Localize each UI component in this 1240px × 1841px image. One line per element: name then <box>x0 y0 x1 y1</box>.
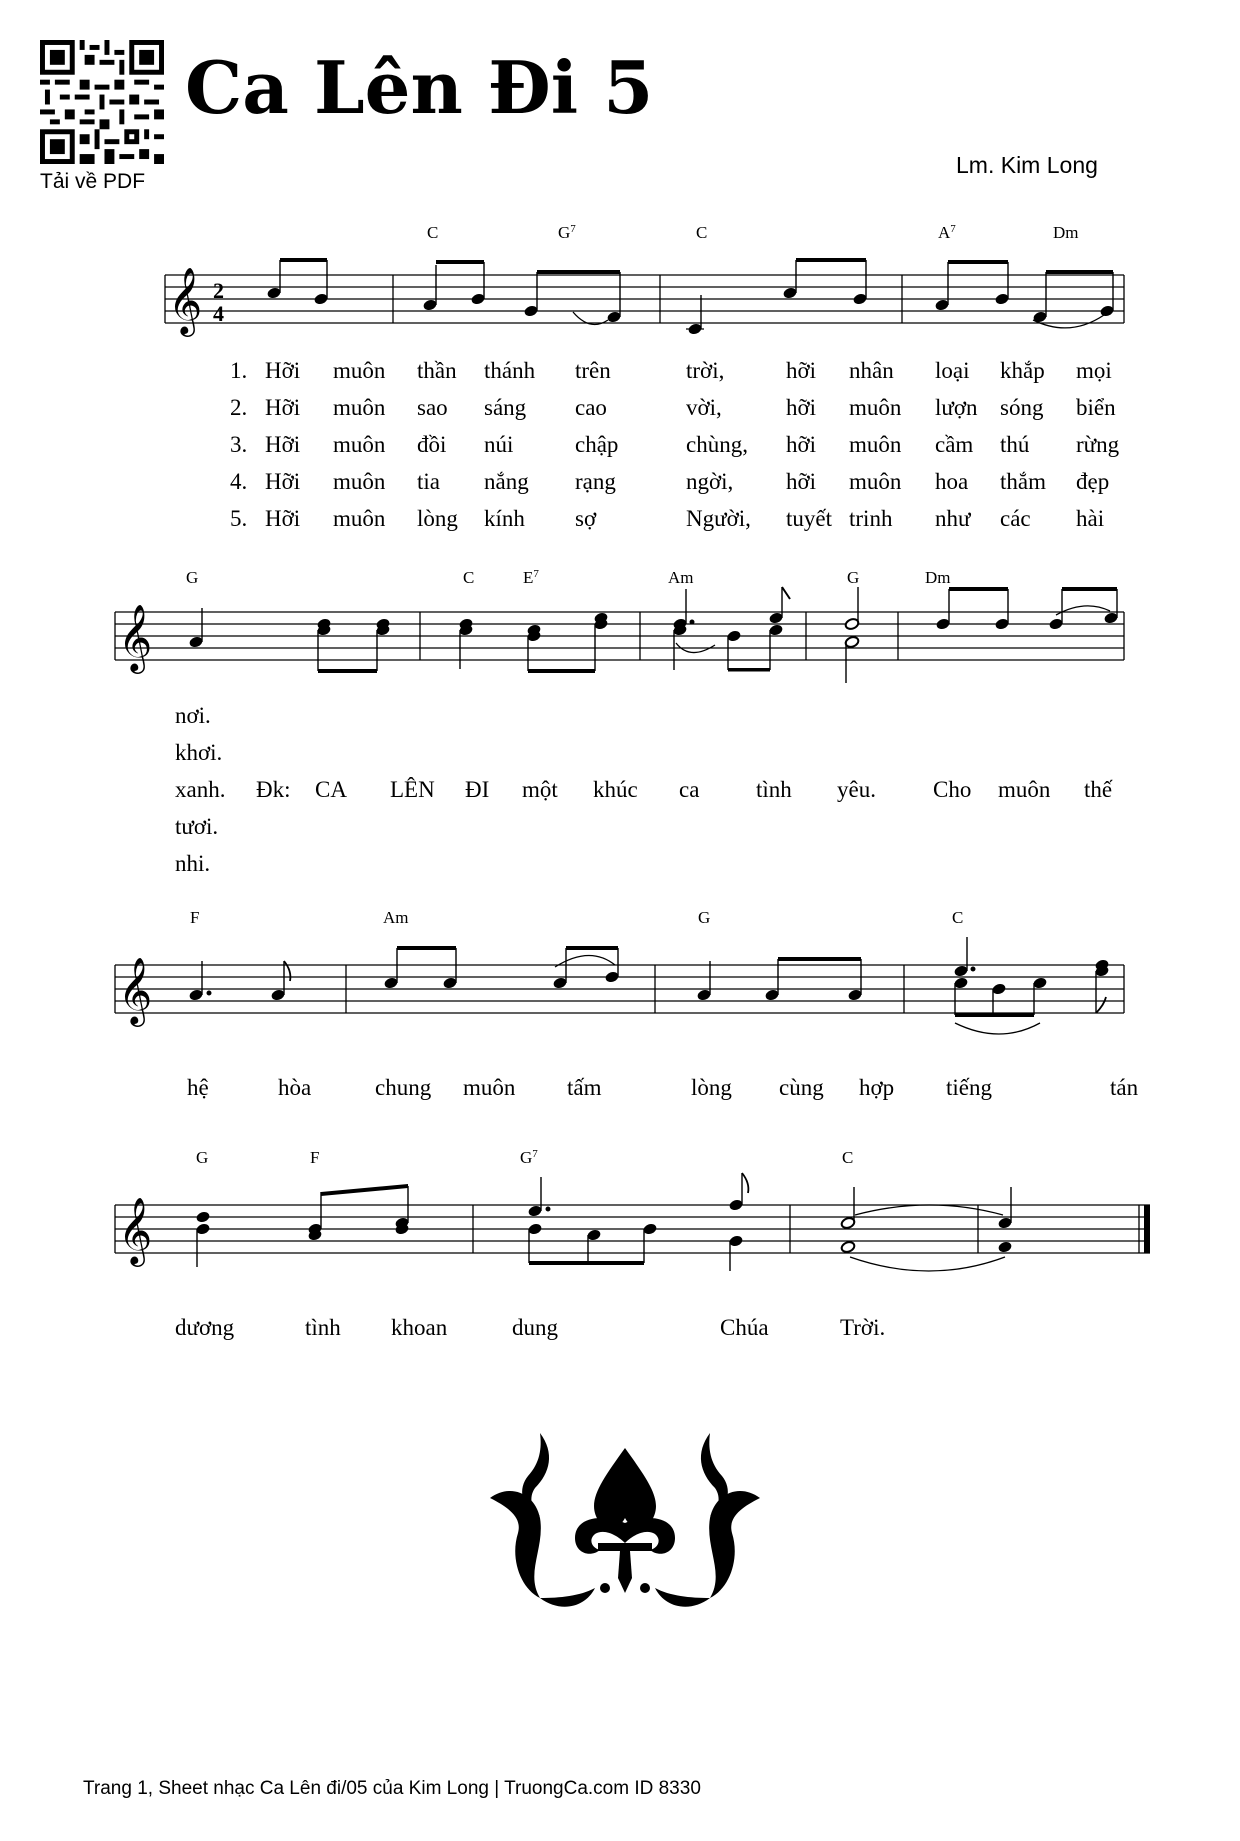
treble-clef-icon: 𝄞 <box>168 266 203 334</box>
lyric-syllable: mọi <box>1076 358 1112 383</box>
lyric-syllable: cao <box>575 395 607 420</box>
chord-symbol: $G^7$ <box>520 1148 538 1167</box>
chord-symbol: F <box>190 908 200 927</box>
lyric-syllable: nơi. <box>175 703 211 728</box>
lyric-syllable: dương <box>175 1315 235 1340</box>
chord-symbol: C <box>952 908 964 927</box>
download-pdf-link[interactable]: Tải về PDF <box>40 170 146 193</box>
lyric-syllable: hỡi <box>786 395 817 420</box>
lyric-syllable: sóng <box>1000 395 1044 420</box>
lyric-syllable: Hỡi <box>265 358 301 383</box>
lyric-syllable: muôn <box>849 395 902 420</box>
treble-clef-icon: 𝄞 <box>118 1196 153 1264</box>
qr-code-icon[interactable] <box>40 40 164 164</box>
lyric-syllable: hoa <box>935 469 969 494</box>
lyric-syllable: tia <box>417 469 440 494</box>
lyric-syllable: rạng <box>575 469 616 494</box>
lyric-syllable: muôn <box>849 432 902 457</box>
lyric-syllable: muôn <box>333 395 386 420</box>
chord-symbol: G <box>196 1148 209 1167</box>
lyric-syllable: như <box>935 506 971 531</box>
chord-symbol: $G^7$ <box>558 223 576 242</box>
chord-symbol: C <box>463 568 475 587</box>
lyric-syllable: muôn <box>333 358 386 383</box>
page-footer: Trang 1, Sheet nhạc Ca Lên đi/05 của Kim Long | TruongCa.com ID 8330 <box>83 1778 701 1799</box>
lyric-syllable: cùng <box>779 1075 824 1100</box>
lyric-syllable: ngời, <box>686 469 734 494</box>
lyric-syllable: biển <box>1076 395 1116 420</box>
lyric-syllable: sao <box>417 395 448 420</box>
treble-clef-icon: 𝄞 <box>118 603 153 671</box>
lyric-syllable: tuyết <box>786 506 832 531</box>
lyric-syllable: tiếng <box>946 1075 992 1100</box>
lyric-syllable: hỡi <box>786 358 817 383</box>
lyric-syllable: lòng <box>691 1075 732 1100</box>
lyric-syllable: ĐI <box>465 777 490 802</box>
lyric-syllable: tươi. <box>175 814 219 839</box>
chord-symbol: $A^7$ <box>938 223 956 242</box>
lyric-syllable: 3. <box>230 432 248 457</box>
composer-name: Lm. Kim Long <box>956 152 1098 178</box>
lyric-syllable: muôn <box>333 469 386 494</box>
lyrics-block-system-2 <box>0 703 1240 883</box>
lyric-syllable: Người, <box>686 506 751 531</box>
lyric-syllable: muôn <box>849 469 902 494</box>
lyric-syllable: nhi. <box>175 851 211 876</box>
lyric-syllable: khắp <box>1000 358 1045 383</box>
chord-symbol: G <box>847 568 860 587</box>
lyric-syllable: tán <box>1110 1075 1139 1100</box>
chord-symbol: Am <box>668 568 694 587</box>
chord-symbol: C <box>842 1148 854 1167</box>
lyrics-block-system-4 <box>0 1315 1240 1355</box>
lyric-syllable: dung <box>512 1315 558 1340</box>
lyric-syllable: hài <box>1076 506 1105 531</box>
lyric-syllable: chung <box>375 1075 432 1100</box>
lyric-syllable: thắm <box>1000 469 1046 494</box>
lyric-syllable: một <box>522 777 558 802</box>
lyric-syllable: Hỡi <box>265 469 301 494</box>
lyric-syllable: Hỡi <box>265 432 301 457</box>
lyric-syllable: thú <box>1000 432 1030 457</box>
lyric-syllable: lượn <box>935 395 978 420</box>
lyric-syllable: khúc <box>593 777 638 802</box>
lyric-syllable: nắng <box>484 469 529 494</box>
lyric-syllable: rừng <box>1076 432 1120 457</box>
lyrics-block-system-3 <box>0 1075 1240 1115</box>
lyric-syllable: yêu. <box>837 777 876 802</box>
lyric-syllable: chùng, <box>686 432 748 457</box>
lyrics-block-system-1 <box>0 358 1240 538</box>
song-title: Ca Lên Đi 5 <box>185 45 654 130</box>
lyric-syllable: cầm <box>935 432 974 457</box>
lyric-syllable: Đk: <box>256 777 291 802</box>
chord-symbol: F <box>310 1148 320 1167</box>
lyric-syllable: nhân <box>849 358 894 383</box>
svg-text:2: 2 <box>213 278 224 303</box>
lyric-syllable: xanh. <box>175 777 226 802</box>
chord-symbol: Dm <box>925 568 951 587</box>
lyric-syllable: thần <box>417 358 457 383</box>
lyric-syllable: núi <box>484 432 514 457</box>
lyric-syllable: kính <box>484 506 525 531</box>
lyric-syllable: 5. <box>230 506 248 531</box>
lyric-syllable: trời, <box>686 358 725 383</box>
fleur-de-lis-ornament-icon <box>480 1428 770 1628</box>
lyric-syllable: hỡi <box>786 469 817 494</box>
lyric-syllable: muôn <box>333 432 386 457</box>
lyric-syllable: ca <box>679 777 700 802</box>
lyric-syllable: Hỡi <box>265 395 301 420</box>
lyric-syllable: các <box>1000 506 1031 531</box>
treble-clef-icon: 𝄞 <box>118 956 153 1024</box>
chord-symbol: C <box>427 223 439 242</box>
lyric-syllable: trinh <box>849 506 893 531</box>
lyric-syllable: sợ <box>575 506 597 531</box>
lyric-syllable: tấm <box>567 1075 602 1100</box>
lyric-syllable: đồi <box>417 432 447 457</box>
lyric-syllable: tình <box>756 777 792 802</box>
lyric-syllable: 1. <box>230 358 248 383</box>
lyric-syllable: khoan <box>391 1315 448 1340</box>
chord-symbol: G <box>186 568 199 587</box>
lyric-syllable: chập <box>575 432 619 457</box>
music-staff-system-2 <box>0 565 1240 705</box>
lyric-syllable: trên <box>575 358 611 383</box>
lyric-syllable: muôn <box>998 777 1051 802</box>
lyric-syllable: hợp <box>859 1075 895 1100</box>
lyric-syllable: 2. <box>230 395 248 420</box>
lyric-syllable: hệ <box>187 1075 209 1100</box>
chord-symbol: Am <box>383 908 409 927</box>
lyric-syllable: LÊN <box>390 777 435 802</box>
chord-symbol: Dm <box>1053 223 1079 242</box>
lyric-syllable: Cho <box>933 777 972 802</box>
lyric-syllable: khơi. <box>175 740 223 765</box>
lyric-syllable: CA <box>315 777 347 802</box>
chord-symbol: $E^7$ <box>523 568 539 587</box>
lyric-syllable: hỡi <box>786 432 817 457</box>
chord-symbol: C <box>696 223 708 242</box>
lyric-syllable: vời, <box>686 395 722 420</box>
lyric-syllable: lòng <box>417 506 458 531</box>
lyric-syllable: Trời. <box>840 1315 886 1340</box>
lyric-syllable: Chúa <box>720 1315 769 1340</box>
music-staff-system-4 <box>0 1145 1240 1290</box>
lyric-syllable: đẹp <box>1076 469 1110 494</box>
music-staff-system-3 <box>0 905 1240 1050</box>
lyric-syllable: loại <box>935 358 970 383</box>
chord-symbol: G <box>698 908 711 927</box>
lyric-syllable: muôn <box>463 1075 516 1100</box>
music-staff-system-1 <box>0 220 1240 360</box>
lyric-syllable: tình <box>305 1315 341 1340</box>
lyric-syllable: 4. <box>230 469 248 494</box>
lyric-syllable: hòa <box>278 1075 312 1100</box>
lyric-syllable: thế <box>1084 777 1113 802</box>
lyric-syllable: Hỡi <box>265 506 301 531</box>
svg-text:4: 4 <box>213 301 224 326</box>
lyric-syllable: thánh <box>484 358 536 383</box>
lyric-syllable: sáng <box>484 395 527 420</box>
lyric-syllable: muôn <box>333 506 386 531</box>
